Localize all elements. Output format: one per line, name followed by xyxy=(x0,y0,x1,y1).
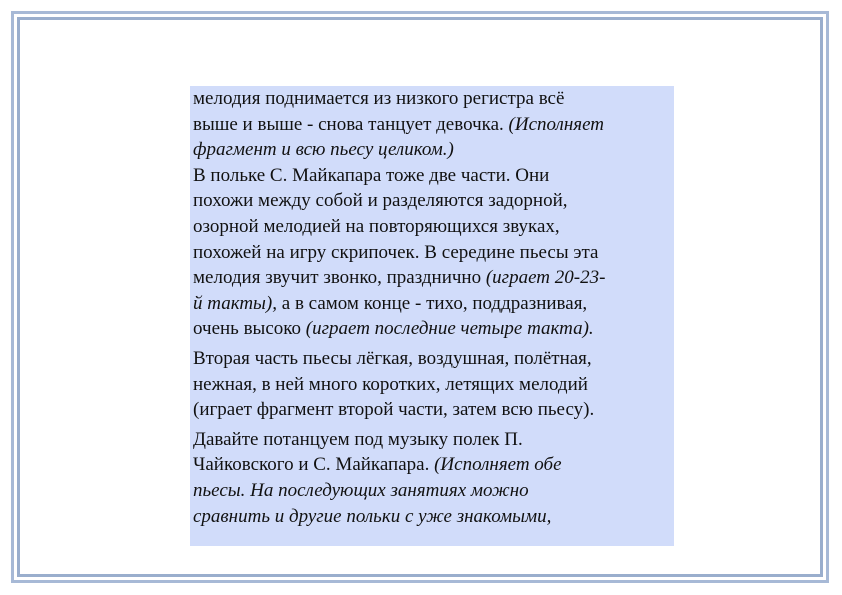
text-line xyxy=(193,291,672,317)
text-line xyxy=(193,346,672,372)
text-segment: мелодия звучит звонко, празднично xyxy=(193,267,486,289)
text-line xyxy=(193,112,672,138)
italic-text-segment: фрагмент и всю пьесу целиком.) xyxy=(193,139,454,161)
text-segment: а в самом конце - тихо, поддразнивая, xyxy=(277,292,588,314)
text-segment: очень высоко xyxy=(193,318,306,340)
italic-text-segment: (играет последние четыре такта). xyxy=(305,318,594,340)
text-paragraph xyxy=(193,427,672,529)
italic-text-segment: (играет 20-23- xyxy=(485,267,606,289)
text-segment: В польке С. Майкапара тоже две части. Они xyxy=(193,164,550,186)
text-paragraph xyxy=(193,346,672,423)
text-segment: похожи между собой и разделяются задорной, xyxy=(193,190,568,212)
text-paragraph xyxy=(193,163,672,342)
text-line xyxy=(193,86,672,112)
text-line xyxy=(193,188,672,214)
text-segment: Вторая часть пьесы лёгкая, воздушная, полётная, xyxy=(193,347,592,369)
text-line xyxy=(193,316,672,342)
text-segment: мелодия поднимается из низкого регистра всё xyxy=(193,88,565,109)
text-line xyxy=(193,163,672,189)
text-segment: выше и выше - снова танцует девочка. xyxy=(193,113,509,135)
italic-text-segment: пьесы. На последующих занятиях можно xyxy=(193,479,529,501)
text-line xyxy=(193,504,672,530)
text-segment: (играет фрагмент второй части, затем всю пьесу). xyxy=(193,399,595,421)
slide-text-box xyxy=(190,86,674,546)
italic-text-segment: й такты), xyxy=(193,292,278,314)
text-line xyxy=(193,265,672,291)
italic-text-segment: (Исполняет обе xyxy=(434,454,562,476)
text-segment: Чайковского и С. Майкапара. xyxy=(193,454,435,476)
text-line xyxy=(193,372,672,398)
italic-text-segment: (Исполняет xyxy=(508,113,604,135)
text-segment: Давайте потанцуем под музыку полек П. xyxy=(193,428,523,450)
text-segment: нежная, в ней много коротких, летящих мелодий xyxy=(193,373,588,395)
text-line xyxy=(193,478,672,504)
text-segment: похожей на игру скрипочек. В середине пьесы эта xyxy=(193,241,599,263)
text-line xyxy=(193,397,672,423)
italic-text-segment: сравнить и другие польки с уже знакомыми, xyxy=(193,505,552,527)
text-line xyxy=(193,427,672,453)
text-line xyxy=(193,452,672,478)
text-line xyxy=(193,137,672,163)
text-segment: озорной мелодией на повторяющихся звуках, xyxy=(193,215,560,237)
text-line xyxy=(193,214,672,240)
text-paragraph xyxy=(193,86,672,163)
text-line xyxy=(193,240,672,266)
